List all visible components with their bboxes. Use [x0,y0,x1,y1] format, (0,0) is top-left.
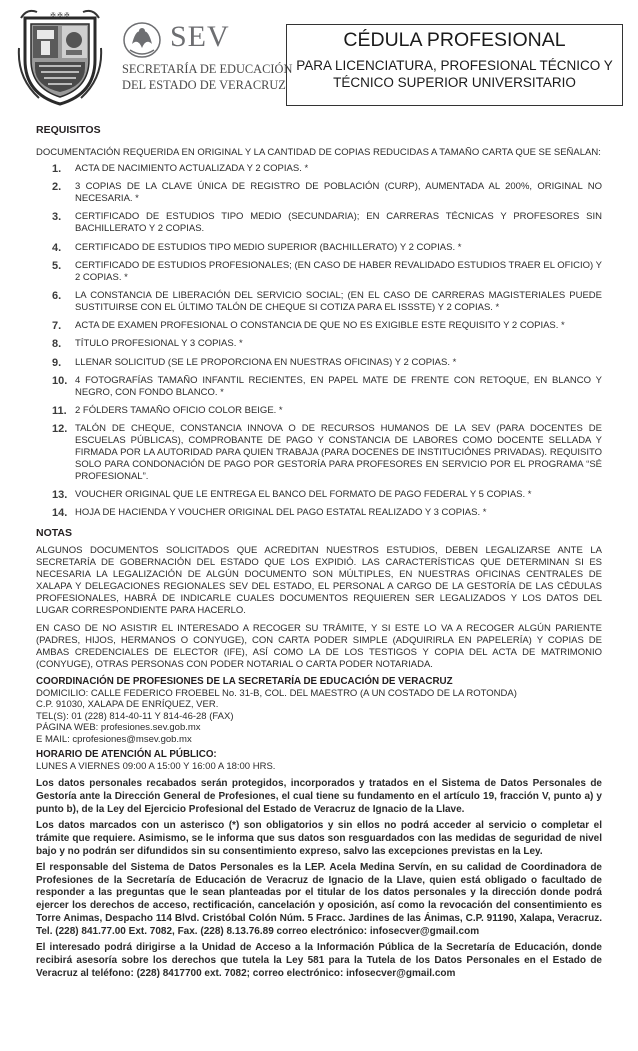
requisitos-heading: REQUISITOS [36,124,101,136]
list-item [53,320,602,332]
page-subtitle [287,57,622,91]
list-item [53,181,602,205]
sev-logo-line2: DEL ESTADO DE VERACRUZ [122,78,286,92]
list-item [53,338,602,350]
privacy-paragraph-1: Los datos personales recabados serán protegidos, incorporados y tratados en el Sistema de Datos Personales de Gestoría ante la Dirección General de Profesiones, el cual tiene su fundamento en el artículo 19, fracción V, punto a) y punto b), de la Ley del Ejercicio Profesional del Estado de Veracruz de Ignacio de la Llave. [36,778,602,815]
eagle-emblem-icon [120,18,164,60]
item-text: ACTA DE EXAMEN PROFESIONAL O CONSTANCIA DE QUE NO ES EXIGIBLE ESTE REQUISITO Y 2 COPIAS. * [75,320,565,332]
item-number: 10. [52,374,68,387]
item-text: TÍTULO PROFESIONAL Y 3 COPIAS. * [75,338,243,350]
notas-paragraph-2: EN CASO DE NO ASISTIR EL INTERESADO A RECOGER SU TRÁMITE, Y SI ESTE LO VA A RECOGER ALGÚN PARIENTE (PADRES, HIJOS, HERMANOS O CONYUGE), CON CARTA PODER SIMPLE (ADQUIRIRLA EN PAPELERÍA) Y COPIAS DE AMBAS CREDENCIALES DE ELECTOR (IFE), ASÍ COMO LA DE LOS TESTIGOS Y COPIA DEL ACTA DE MATRIMONIO (CONYUGE), OTRAS PERSONAS CON PODER NOTARIAL O CARTA PODER NOTARIADA. [36,622,602,670]
item-text: CERTIFICADO DE ESTUDIOS TIPO MEDIO (SECUNDARIA); EN CARRERAS TÉCNICAS Y PROFESORES SIN BACHILLERATO Y 2 COPIAS. [75,211,602,235]
list-item [53,375,602,399]
web-page-line: PÁGINA WEB: profesiones.sev.gob.mx [36,722,201,734]
requisitos-list [36,163,602,519]
item-text: VOUCHER ORIGINAL QUE LE ENTREGA EL BANCO DEL FORMATO DE PAGO FEDERAL Y 5 COPIAS. * [75,489,532,501]
item-number: 11. [52,404,67,417]
header [0,0,638,118]
item-text: 3 COPIAS DE LA CLAVE ÚNICA DE REGISTRO DE POBLACIÓN (CURP), AUMENTADA AL 200%, ORIGINAL NO NECESARIA. * [75,181,602,205]
privacy-paragraph-2: Los datos marcados con un asterisco (*) son obligatorios y sin ellos no podrá acceder al servicio o completar el trámite que requiere. Asimismo, se le informa que sus datos son resguardados con las medidas de seguridad de nivel bajo y no podrán ser difundidos sin su consentimiento expreso, salvo las excepciones previstas en la Ley. [36,819,602,857]
item-number: 5. [52,259,62,272]
item-number: 2. [52,181,62,194]
item-number: 12. [52,423,68,436]
item-number: 3. [52,211,62,224]
horario-text: LUNES A VIERNES 09:00 A 15:00 Y 16:00 A 18:00 HRS. [36,760,276,772]
privacy-paragraph-4: El interesado podrá dirigirse a la Unidad de Acceso a la Información Pública de la Secretaría de Educación, donde recibirá asesoría sobre los derechos que tutela la Ley 581 para la Tutela de los Datos Personales en el Estado de Veracruz al teléfono: (228) 8417700 ext. 7082; correo electrónico: infosecver@gmail.com [36,942,602,979]
sev-logo-line1: SECRETARÍA DE EDUCACIÓN [122,62,293,76]
item-text: TALÓN DE CHEQUE, CONSTANCIA INNOVA O DE RECURSOS HUMANOS DE LA SEV (PARA DOCENTES DE ESCUELAS PÚBLICAS), COMPROBANTE DE PAGO Y CONSTANCIA DE LABORES COMO DOCENTE SELLADA Y FIRMADA POR LA AUTORIDAD PARA QUIEN TRABAJA (PARA DOCENES DE INSTITUCIÓNES PRIVADAS). REQUISITO SOLO PARA CONDONACIÓN DE PAGO POR GESTORÍA PARA PROFESORES EN SERVICIO POR EL PROGRAMA “SÉ PROFESIONAL”. [75,423,602,483]
privacy-paragraph-3: El responsable del Sistema de Datos Personales es la LEP. Acela Medina Servín, en su calidad de Coordinadora de Profesiones de la Secretaría de Educación de Veracruz de Ignacio de la Llave, quien está obligado o facultado de responder a las preguntas que le sean planteadas por el titular de los datos personales y la dirección donde podrá ejercer los derechos de acceso, rectificación, cancelación y oposición, así como la revocación del consentimiento es Torre Animas, Despacho 114 Blvd. Cristóbal Colón Núm. 5 Fracc. Jardines de las Ánimas, C.P. 91190, Xalapa, Veracruz. Tel. (228) 841.77.00 Ext. 7082, Fax. (228) 8.13.76.89 correo electrónico: infosecver@gmail.com [36,861,602,938]
item-text: LA CONSTANCIA DE LIBERACIÓN DEL SERVICIO SOCIAL; (EN EL CASO DE CARRERAS MAGISTERIALES PUEDE SUSTITUIRSE CON EL ÚLTIMO TALÓN DE CHEQUE SI COTIZA PARA EL ISSSTE) Y 2 COPIAS. * [75,289,602,313]
item-text: CERTIFICADO DE ESTUDIOS TIPO MEDIO SUPERIOR (BACHILLERATO) Y 2 COPIAS. * [75,241,462,253]
list-item [53,260,602,284]
sev-logo-text: SEV [170,20,230,53]
address-line: DOMICILIO: CALLE FEDERICO FROEBEL No. 31-B, COL. DEL MAESTRO (A UN COSTADO DE LA ROTONDA) [36,687,517,699]
subtitle-line1: PARA LICENCIATURA, PROFESIONAL TÉCNICO Y [296,58,613,73]
item-number: 9. [52,356,62,369]
item-text: CERTIFICADO DE ESTUDIOS PROFESIONALES; (EN CASO DE HABER REVALIDADO ESTUDIOS TRAER EL OFICIO) Y 2 COPIAS. * [75,259,602,283]
coordinacion-heading: COORDINACIÓN DE PROFESIONES DE LA SECRETARÍA DE EDUCACIÓN DE VERACRUZ [36,675,453,687]
item-text: ACTA DE NACIMIENTO ACTUALIZADA Y 2 COPIAS. * [75,163,309,174]
horario-heading: HORARIO DE ATENCIÓN AL PÚBLICO: [36,748,217,760]
subtitle-line2: TÉCNICO SUPERIOR UNIVERSITARIO [333,75,576,90]
postal-code-line: C.P. 91030, XALAPA DE ENRÍQUEZ, VER. [36,699,219,711]
list-item [53,489,602,501]
item-number: 6. [52,289,62,302]
item-number: 13. [52,489,68,502]
item-number: 1. [52,163,62,175]
list-item [53,423,602,483]
item-number: 8. [52,338,62,351]
email-line: E MAIL: cprofesiones@msev.gob.mx [36,734,192,745]
list-item [53,211,602,235]
list-item [53,405,602,417]
item-text: 2 FÓLDERS TAMAÑO OFICIO COLOR BEIGE. * [75,404,283,416]
svg-text:✠ ✠ ✠: ✠ ✠ ✠ [50,12,70,19]
item-text: 4 FOTOGRAFÍAS TAMAÑO INFANTIL RECIENTES, EN PAPEL MATE DE FRENTE CON RETOQUE, EN BLANCO Y NEGRO, CON FONDO BLANCO. * [75,374,602,398]
item-number: 7. [52,320,62,333]
sev-logo [112,16,293,102]
requisitos-intro: DOCUMENTACIÓN REQUERIDA EN ORIGINAL Y LA CANTIDAD DE COPIAS REDUCIDAS A TAMAÑO CARTA QUE SE SEÑALAN: [36,147,601,158]
list-item [53,290,602,314]
item-text: HOJA DE HACIENDA Y VOUCHER ORIGINAL DEL PAGO ESTATAL REALIZADO Y 3 COPIAS. * [75,507,487,519]
veracruz-seal-icon [17,8,103,106]
list-item [53,507,602,519]
notas-heading: NOTAS [36,526,72,539]
phone-line: TEL(S): 01 (228) 814-40-11 Y 814-46-28 (FAX) [36,710,234,722]
list-item [53,242,602,254]
title-box [286,24,623,106]
item-text: LLENAR SOLICITUD (SE LE PROPORCIONA EN NUESTRAS OFICINAS) Y 2 COPIAS. * [75,356,457,368]
item-number: 14. [52,507,68,520]
page-title: CÉDULA PROFESIONAL [343,29,566,51]
notas-paragraph-1: ALGUNOS DOCUMENTOS SOLICITADOS QUE ACREDITAN NUESTROS ESTUDIOS, DEBEN LEGALIZARSE ANTE LA SECRETARÍA DE GOBERNACIÓN DEL ESTADO QUE LOS EXPIDIÓ. LAS CARACTERÍSTICAS QUE DETERMINAN SI ES NECESARIA LA LEGALIZACIÓN DE ALGÚN DOCUMENTO SON MÚLTIPLES, EN NUESTRAS OFICINAS CENTRALES DE XALAPA Y DELEGACIONES REGIONALES SEV DEL ESTADO, EL PERSONAL A CARGO DE LA GESTORÍA DE LAS CÉDULAS PROFESIONALES, HABRÁ DE INDICARLE CUALES DOCUMENTOS REQUIEREN SER LEGALIZADOS Y LOS DATOS DEL LUGAR CORRESPONDIENTE PARA HACERLO. [36,544,602,616]
item-number: 4. [52,241,62,254]
document-body [36,123,602,984]
list-item [53,163,602,175]
list-item [53,357,602,369]
